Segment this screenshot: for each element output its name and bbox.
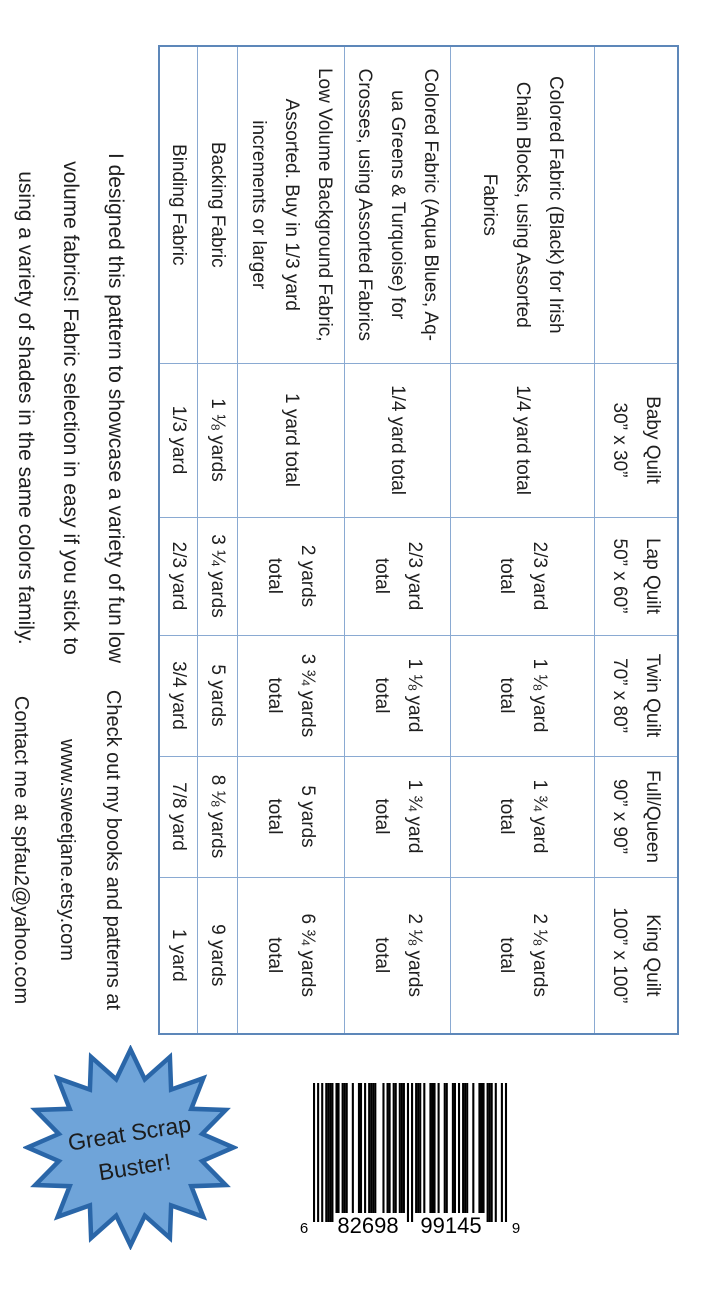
col-header-full-queen bbox=[595, 756, 678, 877]
design-note-line: using a variety of shades in the same colors family. bbox=[14, 171, 37, 645]
cell-black-twin: 1 ⅛ yard total bbox=[451, 635, 595, 756]
barcode-trail-digit: 9 bbox=[511, 1220, 521, 1237]
table-corner-cell bbox=[595, 46, 678, 363]
cell-binding-lap: 2/3 yard bbox=[159, 517, 198, 635]
cell-aqua-twin: 1 ⅛ yard total bbox=[345, 635, 451, 756]
row-label-low-volume: Low Volume Background Fabric, Assorted. Buy in 1/3 yard increments or larger bbox=[238, 46, 345, 363]
col-header-twin bbox=[595, 635, 678, 756]
design-note bbox=[3, 92, 138, 724]
col-title: Full/Queen bbox=[642, 770, 664, 863]
cell-binding-king: 1 yard bbox=[159, 877, 198, 1034]
scrap-buster-badge bbox=[23, 1045, 238, 1250]
col-size: 90” x 90” bbox=[609, 779, 631, 854]
row-low-volume bbox=[238, 46, 345, 1034]
row-colored-aqua bbox=[345, 46, 451, 1034]
col-header-king bbox=[595, 877, 678, 1034]
table-header-row bbox=[595, 46, 678, 1034]
barcode-lead-digit: 6 bbox=[299, 1220, 309, 1237]
barcode-graphic bbox=[296, 1083, 522, 1240]
badge-line: Great Scrap bbox=[66, 1110, 193, 1156]
col-size: 70” x 80” bbox=[609, 658, 631, 733]
contact-email-text: Contact me at spfau2@yahoo.com bbox=[10, 695, 32, 1005]
row-backing bbox=[198, 46, 238, 1034]
row-label-binding: Binding Fabric bbox=[159, 46, 198, 363]
cell-low-full-queen: 5 yards total bbox=[238, 756, 345, 877]
cell-low-lap: 2 yards total bbox=[238, 517, 345, 635]
col-title: Baby Quilt bbox=[642, 396, 664, 484]
col-title: Lap Quilt bbox=[642, 537, 664, 615]
cell-aqua-king: 2 ⅛ yards total bbox=[345, 877, 451, 1034]
cell-binding-twin: 3/4 yard bbox=[159, 635, 198, 756]
cell-black-king: 2 ⅛ yards total bbox=[451, 877, 595, 1034]
cell-aqua-baby: 1/4 yard total bbox=[345, 363, 451, 517]
barcode-right-digits: 99145 bbox=[420, 1213, 482, 1238]
col-size: 50” x 60” bbox=[609, 538, 631, 614]
row-binding bbox=[159, 46, 198, 1034]
contact-block bbox=[0, 688, 136, 1012]
upc-barcode bbox=[296, 1083, 522, 1240]
col-header-lap bbox=[595, 517, 678, 635]
col-title: Twin Quilt bbox=[642, 653, 664, 738]
cell-backing-full-queen: 8 ⅛ yards bbox=[198, 756, 238, 877]
cell-backing-baby: 1 ⅛ yards bbox=[198, 363, 238, 517]
cell-aqua-lap: 2/3 yard total bbox=[345, 517, 451, 635]
row-label-colored-black: Colored Fabric (Black) for Irish Chain Blocks, using Assorted Fabrics bbox=[451, 46, 595, 363]
cell-black-full-queen: 1 ¾ yard total bbox=[451, 756, 595, 877]
cell-binding-baby: 1/3 yard bbox=[159, 363, 198, 517]
cell-backing-twin: 5 yards bbox=[198, 635, 238, 756]
cell-backing-king: 9 yards bbox=[198, 877, 238, 1034]
contact-intro-line: Check out my books and patterns at bbox=[102, 689, 124, 1011]
barcode-left-digits: 82698 bbox=[337, 1213, 399, 1238]
col-header-baby bbox=[595, 363, 678, 517]
row-label-backing: Backing Fabric bbox=[198, 46, 238, 363]
cell-low-baby: 1 yard total bbox=[238, 363, 345, 517]
design-note-line: I designed this pattern to showcase a variety of fun low bbox=[104, 152, 127, 664]
cell-low-twin: 3 ¾ yards total bbox=[238, 635, 345, 756]
row-label-colored-aqua: Colored Fabric (Aqua Blues, Aq- ua Greens & Turquoise) for Crosses, using Assorted Fabrics bbox=[345, 46, 451, 363]
row-colored-black bbox=[451, 46, 595, 1034]
badge-line: Buster! bbox=[96, 1148, 173, 1186]
fabric-requirements-table bbox=[158, 45, 679, 1035]
design-note-line: volume fabrics! Fabric selection in easy if you stick to bbox=[59, 161, 82, 655]
etsy-url-text: www.sweetjane.etsy.com bbox=[56, 739, 78, 961]
col-title: King Quilt bbox=[642, 914, 664, 997]
col-size: 30” x 30” bbox=[609, 402, 631, 478]
cell-backing-lap: 3 ¼ yards bbox=[198, 517, 238, 635]
col-size: 100” x 100” bbox=[609, 907, 631, 1004]
cell-binding-full-queen: 7/8 yard bbox=[159, 756, 198, 877]
cell-black-lap: 2/3 yard total bbox=[451, 517, 595, 635]
cell-low-king: 6 ¾ yards total bbox=[238, 877, 345, 1034]
cell-black-baby: 1/4 yard total bbox=[451, 363, 595, 517]
cell-aqua-full-queen: 1 ¾ yard total bbox=[345, 756, 451, 877]
